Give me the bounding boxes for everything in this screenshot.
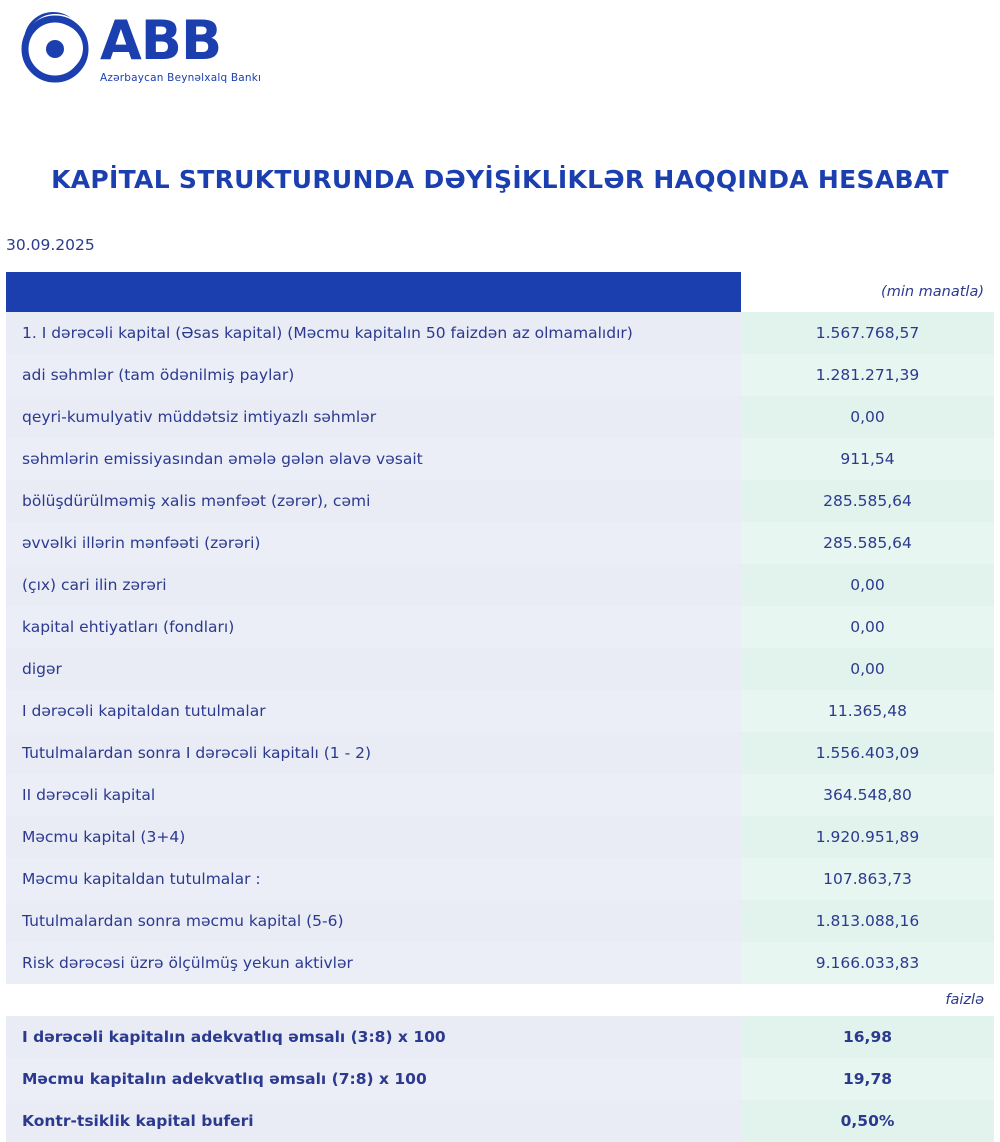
unit-currency-label: (min manatla) xyxy=(741,272,994,312)
row-label: kapital ehtiyatları (fondları) xyxy=(6,606,741,648)
abb-logo xyxy=(16,10,261,88)
page-title: KAPİTAL STRUKTURUNDA DƏYİŞİKLİKLƏR HAQQINDA HESABAT xyxy=(51,165,949,194)
row-label: Tutulmalardan sonra I dərəcəli kapitalı (1 - 2) xyxy=(6,732,741,774)
table-row xyxy=(6,774,994,816)
row-value: 16,98 xyxy=(741,1016,994,1058)
row-value: 9.166.033,83 xyxy=(741,942,994,984)
row-value: 1.920.951,89 xyxy=(741,816,994,858)
table-row xyxy=(6,858,994,900)
table-row xyxy=(6,522,994,564)
row-value: 364.548,80 xyxy=(741,774,994,816)
row-label: I dərəcəli kapitaldan tutulmalar xyxy=(6,690,741,732)
row-value: 0,00 xyxy=(741,564,994,606)
row-label: bölüşdürülməmiş xalis mənfəət (zərər), cəmi xyxy=(6,480,741,522)
table-row xyxy=(6,1016,994,1058)
spacer-cell xyxy=(6,984,741,1016)
table-body xyxy=(6,272,994,1142)
abb-logo-text xyxy=(100,9,262,84)
report-date: 30.09.2025 xyxy=(6,236,95,254)
row-value: 285.585,64 xyxy=(741,522,994,564)
row-label: 1. I dərəcəli kapital (Əsas kapital) (Məcmu kapitalın 50 faizdən az olmamalıdır) xyxy=(6,312,741,354)
row-value: 1.281.271,39 xyxy=(741,354,994,396)
table-row xyxy=(6,648,994,690)
row-label: Məcmu kapitaldan tutulmalar : xyxy=(6,858,741,900)
table-row xyxy=(6,312,994,354)
row-label: Risk dərəcəsi üzrə ölçülmüş yekun aktivlər xyxy=(6,942,741,984)
row-value: 11.365,48 xyxy=(741,690,994,732)
table-row xyxy=(6,732,994,774)
row-label: Kontr-tsiklik kapital buferi xyxy=(6,1100,741,1142)
table-row xyxy=(6,480,994,522)
row-value: 107.863,73 xyxy=(741,858,994,900)
row-value: 911,54 xyxy=(741,438,994,480)
row-value: 0,50% xyxy=(741,1100,994,1142)
table-row xyxy=(6,354,994,396)
table-row xyxy=(6,942,994,984)
table-row xyxy=(6,396,994,438)
table-row xyxy=(6,1058,994,1100)
abb-logo-subtitle: Azərbaycan Beynəlxalq Bankı xyxy=(100,72,262,84)
table-row xyxy=(6,438,994,480)
row-label: adi səhmlər (tam ödənilmiş paylar) xyxy=(6,354,741,396)
row-label: səhmlərin emissiyasından əmələ gələn əlavə vəsait xyxy=(6,438,741,480)
row-value: 0,00 xyxy=(741,648,994,690)
row-value: 0,00 xyxy=(741,606,994,648)
table-header-row xyxy=(6,272,994,312)
table-row xyxy=(6,690,994,732)
table-row xyxy=(6,564,994,606)
row-label: I dərəcəli kapitalın adekvatlıq əmsalı (3:8) x 100 xyxy=(6,1016,741,1058)
abb-logo-mark-icon xyxy=(16,10,94,88)
table-row xyxy=(6,900,994,942)
row-label: Məcmu kapital (3+4) xyxy=(6,816,741,858)
table-row xyxy=(6,606,994,648)
table-row xyxy=(6,1100,994,1142)
unit-percent-row xyxy=(6,984,994,1016)
row-label: digər xyxy=(6,648,741,690)
row-label: əvvəlki illərin mənfəəti (zərəri) xyxy=(6,522,741,564)
row-value: 285.585,64 xyxy=(741,480,994,522)
capital-structure-table xyxy=(6,272,994,1142)
abb-logo-name: ABB xyxy=(100,9,222,72)
row-label: II dərəcəli kapital xyxy=(6,774,741,816)
row-value: 1.567.768,57 xyxy=(741,312,994,354)
table-row xyxy=(6,816,994,858)
row-label: Tutulmalardan sonra məcmu kapital (5-6) xyxy=(6,900,741,942)
row-label: qeyri-kumulyativ müddətsiz imtiyazlı səhmlər xyxy=(6,396,741,438)
capital-structure-table-wrap xyxy=(6,272,994,1142)
row-value: 19,78 xyxy=(741,1058,994,1100)
row-value: 0,00 xyxy=(741,396,994,438)
row-value: 1.813.088,16 xyxy=(741,900,994,942)
table-header-band xyxy=(6,272,741,312)
row-value: 1.556.403,09 xyxy=(741,732,994,774)
unit-percent-label: faizlə xyxy=(741,984,994,1016)
row-label: Məcmu kapitalın adekvatlıq əmsalı (7:8) x 100 xyxy=(6,1058,741,1100)
row-label: (çıx) cari ilin zərəri xyxy=(6,564,741,606)
